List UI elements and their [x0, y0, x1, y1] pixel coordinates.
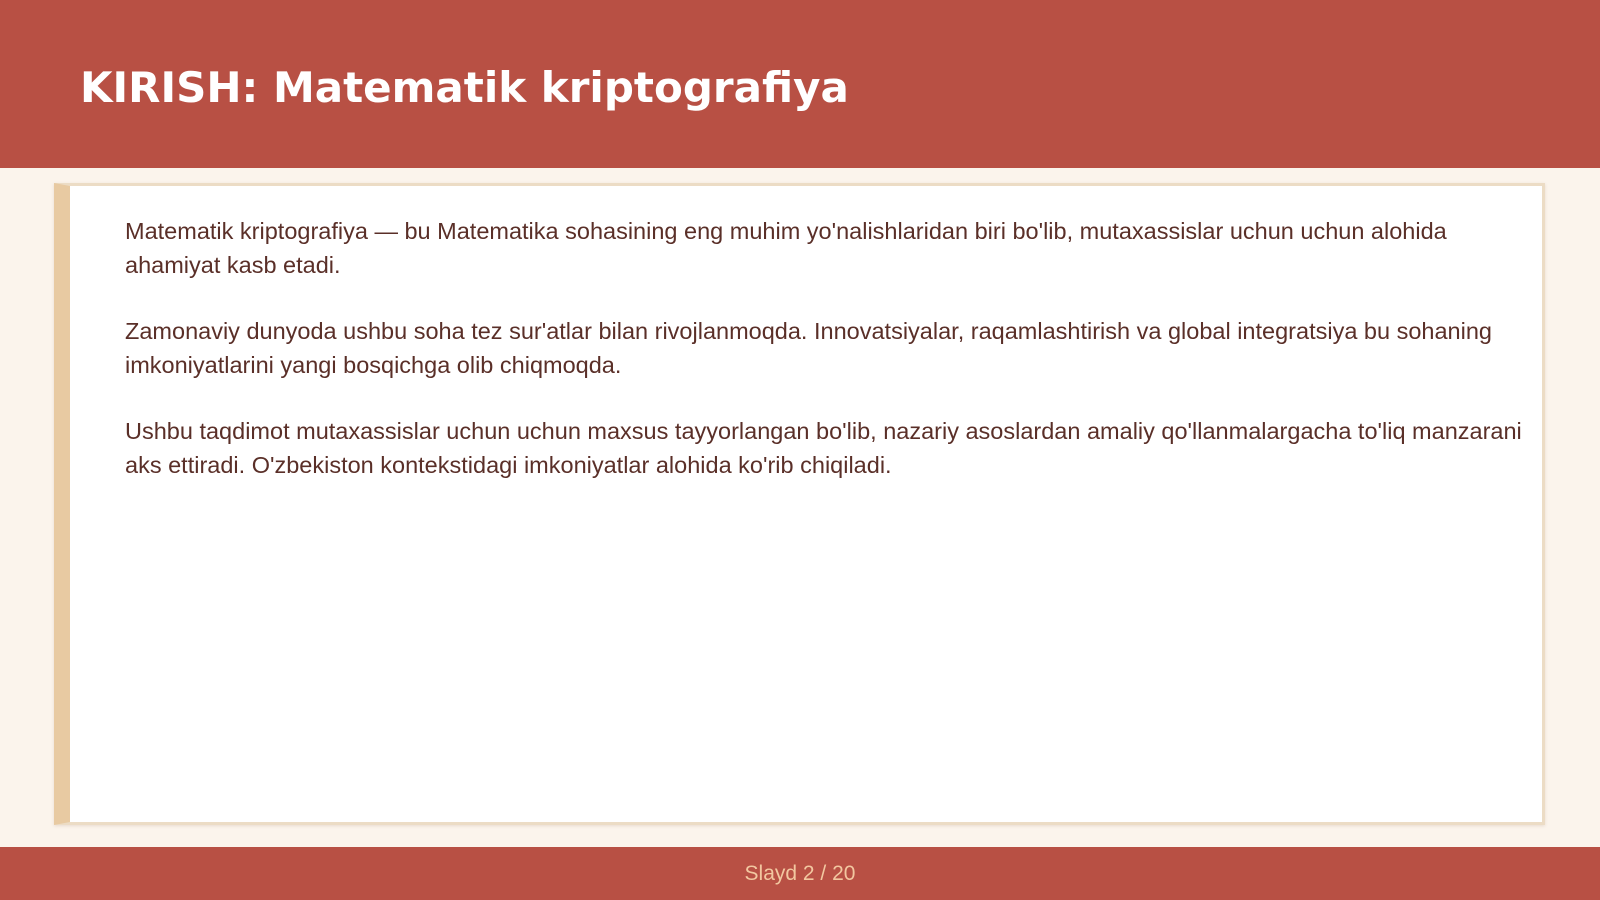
body-text	[125, 214, 1525, 514]
slide-header	[0, 0, 1600, 168]
paragraph-presentation-purpose: Ushbu taqdimot mutaxassislar uchun uchun maxsus tayyorlangan bo'lib, nazariy asoslardan amaliy qo'llanmalargacha to'liq manzarani aks ettiradi. O'zbekiston kontekstidagi imkoniyatlar alohida ko'rib chiqiladi.	[125, 418, 1522, 478]
content-card	[54, 183, 1545, 825]
slide-number: Slayd 2 / 20	[744, 862, 856, 885]
slide-title: KIRISH: Matematik kriptografiya	[80, 63, 849, 112]
paragraph-modern-world: Zamonaviy dunyoda ushbu soha tez sur'atlar bilan rivojlanmoqda. Innovatsiyalar, raqamlashtirish va global integratsiya bu sohaning imkoniyatlarini yangi bosqichga olib chiqmoqda.	[125, 318, 1492, 378]
paragraph-intro: Matematik kriptografiya — bu Matematika sohasining eng muhim yo'nalishlaridan biri bo'lib, mutaxassislar uchun uchun alohida ahamiyat kasb etadi.	[125, 218, 1447, 278]
slide-footer	[0, 847, 1600, 900]
